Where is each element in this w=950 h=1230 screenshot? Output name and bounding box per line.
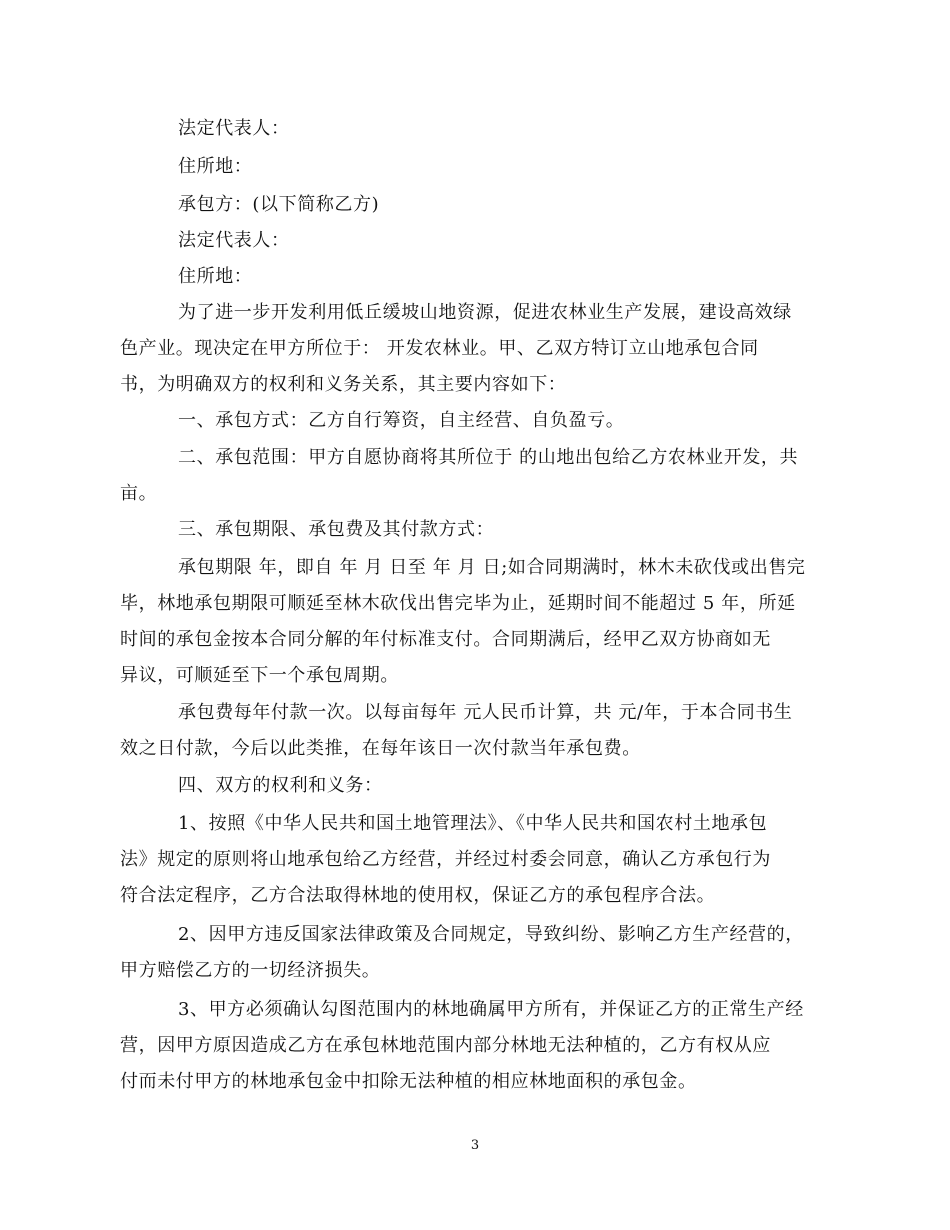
text-line: 2、因甲方违反国家法律政策及合同规定，导致纠纷、影响乙方生产经营的， [178,924,804,945]
text-line: 为了进一步开发利用低丘缓坡山地资源，促进农林业生产发展，建设高效绿 [178,302,792,323]
text-line: 时间的承包金按本合同分解的年付标准支付。合同期满后，经甲乙双方协商如无 [120,629,771,650]
text-line: 承包期限 年，即自 年 月 日至 年 月 日;如合同期满时，林木未砍伐或出售完 [178,557,806,578]
text-line: 法定代表人： [178,118,290,139]
text-line: 承包费每年付款一次。以每亩每年 元人民币计算，共 元/年，于本合同书生 [178,702,793,723]
text-line: 付而未付甲方的林地承包金中扣除无法种植的相应林地面积的承包金。 [120,1071,697,1092]
text-line: 住所地： [178,266,253,287]
text-line: 书，为明确双方的权利和义务关系，其主要内容如下： [120,374,567,395]
text-line: 法定代表人： [178,230,290,251]
text-line: 亩。 [120,483,158,504]
text-line: 色产业。现决定在甲方所位于： 开发农林业。甲、乙双方特订立山地承包合同 [120,338,759,359]
text-line: 效之日付款，今后以此类推，在每年该日一次付款当年承包费。 [120,738,641,759]
text-line: 四、双方的权利和义务： [178,775,383,796]
text-line: 法》规定的原则将山地承包给乙方经营，并经过村委会同意，确认乙方承包行为 [120,849,771,870]
text-line: 毕，林地承包期限可顺延至林木砍伐出售完毕为止，延期时间不能超过 5 年，所延 [120,593,796,614]
text-line: 异议，可顺延至下一个承包周期。 [120,665,399,686]
text-line: 1、按照《中华人民共和国土地管理法》、《中华人民共和国农村土地承包 [178,813,768,834]
text-line: 一、承包方式：乙方自行筹资，自主经营、自负盈亏。 [178,410,625,431]
text-line: 3、甲方必须确认勾图范围内的林地确属甲方所有，并保证乙方的正常生产经 [178,999,804,1020]
text-line: 三、承包期限、承包费及其付款方式： [178,519,495,540]
text-line: 承包方：(以下简称乙方) [178,194,380,215]
text-line: 二、承包范围：甲方自愿协商将其所位于 的山地出包给乙方农林业开发，共 [178,447,799,468]
page-number: 3 [470,1138,480,1153]
text-line: 符合法定程序，乙方合法取得林地的使用权，保证乙方的承包程序合法。 [120,885,716,906]
text-line: 甲方赔偿乙方的一切经济损失。 [120,960,381,981]
text-line: 住所地： [178,156,253,177]
text-line: 营，因甲方原因造成乙方在承包林地范围内部分林地无法种植的，乙方有权从应 [120,1035,771,1056]
